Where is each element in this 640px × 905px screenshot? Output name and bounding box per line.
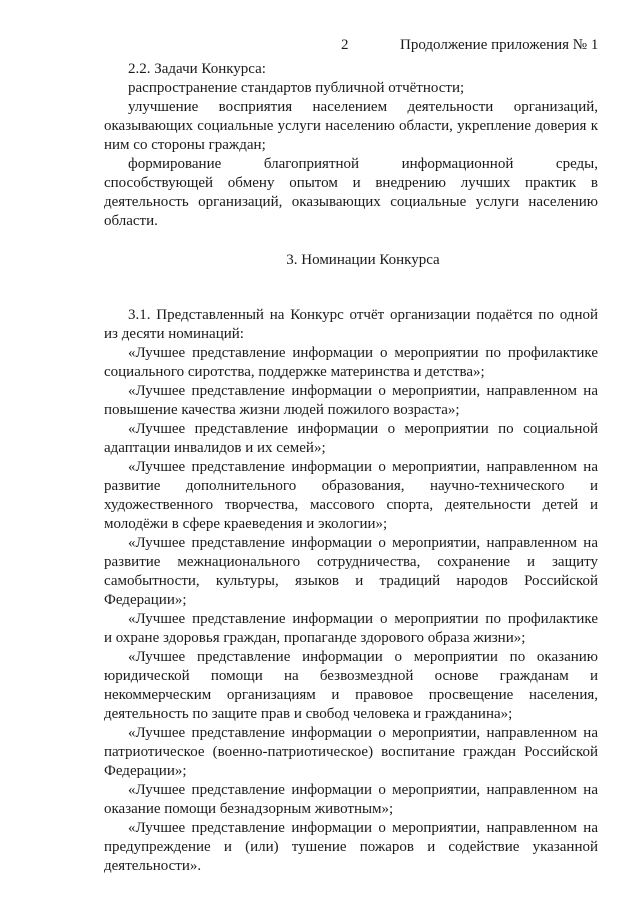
paragraph-line: «Лучшее представление информации о мероприятии по профилактике bbox=[128, 611, 598, 627]
nomination-item bbox=[104, 610, 598, 648]
paragraph-line: предупреждение и (или) тушение пожаров и содействие указанной bbox=[104, 839, 598, 855]
paragraph-line: патриотическое (военно-патриотическое) воспитание граждан Российской bbox=[104, 744, 598, 760]
paragraph-line: юридической помощи на безвозмездной основе гражданам и bbox=[104, 668, 598, 684]
paragraph-line: способствующей обмену опытом и внедрению лучших практик в bbox=[104, 175, 598, 191]
section-3-heading: 3. Номинации Конкурса bbox=[286, 252, 440, 268]
nomination-item bbox=[104, 648, 598, 724]
paragraph-line: 3.1. Представленный на Конкурс отчёт организации подаётся по одной bbox=[128, 307, 598, 323]
section-2-2-title: 2.2. Задачи Конкурса: bbox=[128, 61, 266, 77]
paragraph-line: улучшение восприятия населением деятельности организаций, bbox=[128, 99, 598, 115]
paragraph-line: деятельность по защите прав и свобод человека и гражданина»; bbox=[104, 706, 513, 722]
document-body bbox=[104, 60, 598, 876]
paragraph-line: «Лучшее представление информации о мероприятии, направленном на bbox=[128, 383, 598, 399]
nomination-item bbox=[104, 819, 598, 876]
paragraph-line: «Лучшее представление информации о мероприятии, направленном на bbox=[128, 782, 598, 798]
paragraph-line: области. bbox=[104, 213, 158, 229]
nomination-item bbox=[104, 534, 598, 610]
paragraph-line: социального сиротства, поддержке материнства и детства»; bbox=[104, 364, 485, 380]
nomination-item bbox=[104, 344, 598, 382]
page-header bbox=[0, 36, 640, 56]
paragraph-line: «Лучшее представление информации о мероприятии по оказанию bbox=[128, 649, 598, 665]
paragraph-line: развитие межнационального сотрудничества, сохранение и защиту bbox=[104, 554, 598, 570]
paragraph-line: художественного творчества, массового спорта, деятельности детей и bbox=[104, 497, 598, 513]
nomination-item bbox=[104, 420, 598, 458]
paragraph-line: молодёжи в сфере краеведения и экологии»; bbox=[104, 516, 388, 532]
paragraph-line: и охране здоровья граждан, пропаганде здорового образа жизни»; bbox=[104, 630, 526, 646]
paragraph-line: некоммерческим организациям и правовое просвещение населения, bbox=[104, 687, 598, 703]
paragraph-line: «Лучшее представление информации о мероприятии по профилактике bbox=[128, 345, 598, 361]
paragraph-line: Федерации»; bbox=[104, 592, 187, 608]
paragraph-line: деятельности». bbox=[104, 858, 202, 874]
nomination-item bbox=[104, 382, 598, 420]
paragraph-line: формирование благоприятной информационной среды, bbox=[128, 156, 598, 172]
paragraph-line: самобытности, культуры, языков и традиций народов Российской bbox=[104, 573, 598, 589]
paragraph-line: оказание помощи безнадзорным животным»; bbox=[104, 801, 394, 817]
paragraph-line: развитие дополнительного образования, научно-технического и bbox=[104, 478, 598, 494]
nomination-item bbox=[104, 458, 598, 534]
paragraph-line: оказывающих социальные услуги населению области, укрепление доверия к bbox=[104, 118, 598, 134]
nomination-item bbox=[104, 724, 598, 781]
paragraph-line: адаптации инвалидов и их семей»; bbox=[104, 440, 326, 456]
paragraph-line: «Лучшее представление информации о мероприятии по социальной bbox=[128, 421, 598, 437]
paragraph-line: распространение стандартов публичной отчётности; bbox=[128, 80, 465, 96]
appendix-label: Продолжение приложения № 1 bbox=[400, 37, 599, 53]
nomination-item bbox=[104, 781, 598, 819]
paragraph-line: «Лучшее представление информации о мероприятии, направленном на bbox=[128, 535, 598, 551]
paragraph-line: из десяти номинаций: bbox=[104, 326, 244, 342]
paragraph-line: деятельность организаций, оказывающих социальные услуги населению bbox=[104, 194, 598, 210]
page-number: 2 bbox=[341, 37, 349, 53]
section-3 bbox=[104, 306, 598, 876]
paragraph-line: «Лучшее представление информации о мероприятии, направленном на bbox=[128, 459, 598, 475]
section-2-2 bbox=[104, 60, 598, 231]
paragraph-line: «Лучшее представление информации о мероприятии, направленном на bbox=[128, 820, 598, 836]
paragraph-line: повышение качества жизни людей пожилого возраста»; bbox=[104, 402, 460, 418]
paragraph-line: ним со стороны граждан; bbox=[104, 137, 266, 153]
paragraph-line: «Лучшее представление информации о мероприятии, направленном на bbox=[128, 725, 598, 741]
paragraph-line: Федерации»; bbox=[104, 763, 187, 779]
